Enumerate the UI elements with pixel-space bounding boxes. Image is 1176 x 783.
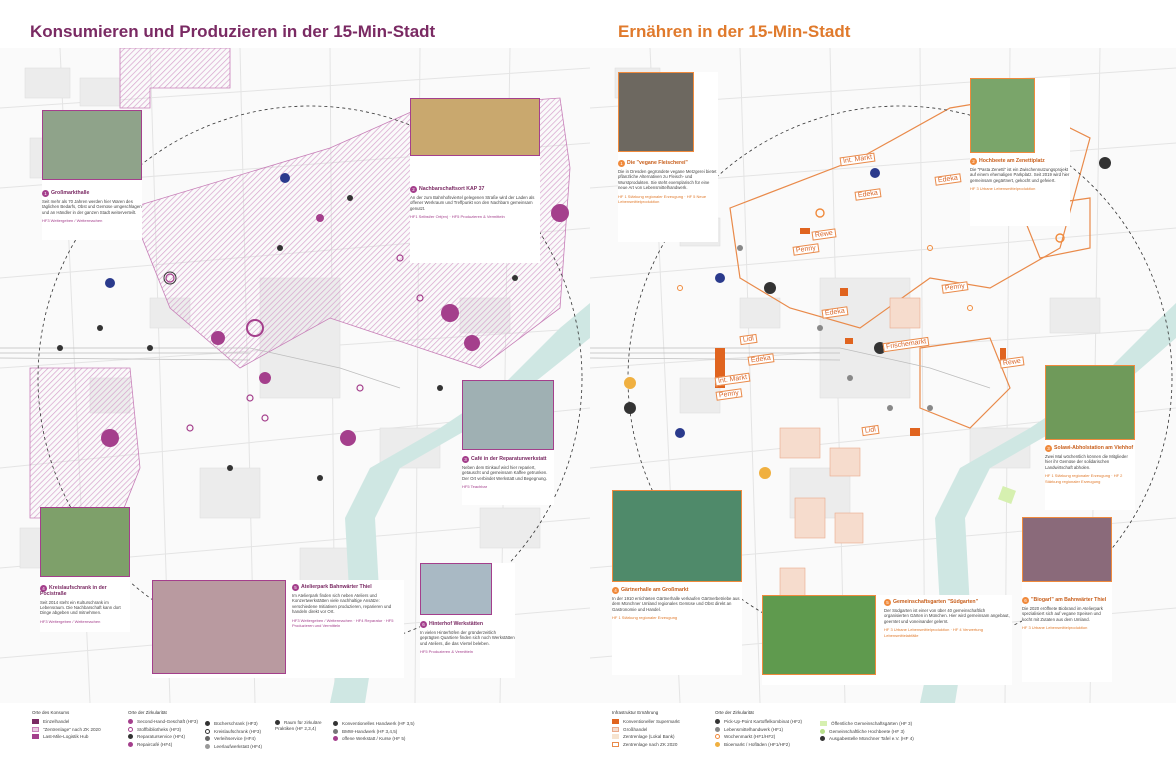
legend-label: Einzelhandel bbox=[43, 719, 70, 724]
card-number: 4 bbox=[40, 585, 47, 592]
card-photo bbox=[970, 78, 1035, 153]
legend-circularity bbox=[128, 710, 198, 748]
card-number: 2 bbox=[970, 158, 977, 165]
store-label: Int. Markt bbox=[840, 153, 876, 167]
community-garden-icon bbox=[820, 721, 827, 726]
card-number: 2 bbox=[410, 186, 417, 193]
card-1[interactable] bbox=[618, 72, 718, 242]
legend-label: Raum für zirkuläre Praktiken (HF 2,3,4) bbox=[275, 720, 322, 731]
legend-food-gardens bbox=[820, 720, 914, 743]
store-label: Edeka bbox=[854, 188, 881, 201]
card-photo bbox=[420, 563, 492, 615]
card-4[interactable] bbox=[612, 490, 742, 675]
card-photo bbox=[1045, 365, 1135, 440]
legend-circular-space bbox=[275, 720, 330, 731]
card-hint: HF 3 Urbane Lebensmittelproduktion · HF 4 Verwertung Lebensmittelabfälle bbox=[884, 627, 983, 638]
store-label: Penny bbox=[792, 243, 819, 256]
legend-label: Großhandel bbox=[623, 726, 648, 732]
card-photo bbox=[762, 595, 876, 675]
legend-label: offene Werkstatt / Kurse (HF 5) bbox=[342, 736, 406, 741]
pickup-point-icon bbox=[715, 719, 720, 724]
legend-label: BMW-Handwerk (HF 3,4,5) bbox=[342, 728, 398, 734]
card-3[interactable] bbox=[1045, 365, 1135, 510]
card-title: Gemeinschaftsgarten "Südgarten" bbox=[893, 598, 979, 605]
legend-label: Zentrenlage (Lokal Bank) bbox=[623, 734, 675, 739]
card-number: 6 bbox=[1022, 597, 1029, 604]
wholesale-icon bbox=[612, 727, 619, 732]
store-label: Edeka bbox=[934, 173, 961, 186]
legend-label: Leerlaufwerkstatt (HF4) bbox=[214, 743, 262, 749]
card-desc: In vielen Hinterhöfen der gründerzeitlich geprägten Quartiere finden sich noch Werkstätten und Ateliers, die das Viertel beleben. bbox=[420, 630, 515, 646]
legend-food-circularity bbox=[715, 710, 802, 748]
card-title: Café in der Reparaturwerkstatt bbox=[471, 455, 547, 462]
card-hint: HF 1 Stärkung regionaler Erzeugung bbox=[612, 615, 678, 621]
store-label: Edeka bbox=[747, 353, 774, 366]
legend-label: Bioemarkt / Hofläden (HF1/HF2) bbox=[724, 741, 790, 747]
card-hint: HF1 Selbst/er Ort(en) · HF5 Produzieren & Vermitteln bbox=[410, 214, 505, 220]
card-number: 5 bbox=[884, 599, 891, 606]
legend-label: Reparaturservice (HF4) bbox=[137, 734, 185, 739]
weekly-market-icon bbox=[715, 734, 720, 739]
card-number: 1 bbox=[618, 160, 625, 167]
card-photo bbox=[618, 72, 694, 152]
rental-icon bbox=[205, 736, 210, 741]
legend-label: Ausgabestelle Münchner Tafel e.V. (HF 4) bbox=[829, 736, 914, 741]
legend-circularity-2 bbox=[205, 720, 262, 750]
card-number: 1 bbox=[42, 190, 49, 197]
store-label: Lidl bbox=[739, 334, 757, 345]
legend-label: Last-Mile-Logistik Hub bbox=[43, 734, 89, 739]
legend-craft bbox=[333, 720, 415, 743]
card-photo bbox=[462, 380, 554, 450]
card-title: Hinterhof Werkstätten bbox=[429, 620, 484, 627]
card-hint: HF3 Weitergeben / Weitermachen bbox=[40, 618, 101, 624]
card-desc: Die in Dresden gegründete vegane Metzgerei bietet pflanzliche Alternativen zu Fleisch- und Wurstprodukten. Sie steht exemplarisch für eine neue Art von Lebensmittelhandwerk. bbox=[618, 169, 717, 191]
legend-label: Bücherschrank (HF3) bbox=[214, 721, 258, 726]
card-hint: HF 1 Stärkung regionaler Erzeugung · HF 5 Neue Lebensmittelproduktion bbox=[618, 193, 707, 205]
bookshelf-icon bbox=[205, 721, 210, 726]
bmw-craft-icon bbox=[333, 729, 338, 734]
legend-label: Konventionelles Handwerk (HF 3,5) bbox=[342, 721, 415, 726]
legend-label: Repaircafé (HF4) bbox=[137, 741, 173, 747]
card-number: 5 bbox=[292, 584, 299, 591]
hub-icon bbox=[32, 734, 39, 739]
card-title: Die "vegane Fleischerei" bbox=[627, 159, 688, 166]
legend-heading: Orte der Zirkularität bbox=[128, 710, 167, 715]
organic-market-icon bbox=[715, 742, 720, 747]
legend-consumption bbox=[32, 710, 101, 741]
card-desc: In der 1910 errichteten Gärtnerhalle verkaufen Gärtnerbetriebe aus dem Münchner Umland regionales Gemüse und Obst direkt an Gastronomie und Handel. bbox=[612, 596, 740, 612]
swatch-icon bbox=[32, 727, 39, 732]
card-desc: Der Südgarten ist einer von über 40 gemeinschaftlich organisierten Gärten in München. Hier wird gemeinsam angebaut, geerntet und voneinander gelernt. bbox=[884, 608, 1010, 624]
supermarket-icon bbox=[612, 719, 619, 724]
card-desc: Seit mehr als 70 Jahren werden hier Waren des täglichen Bedarfs, Obst und Gemüse umgeschlagen und an Händler in der ganzen Stadt weiterverteilt. bbox=[42, 199, 142, 215]
card-desc: An der zum Bahnhofsviertel gelegenen Straße wird der Laden als offener Werkraum und Treffpunkt von den Nachbarn gemeinsam genutzt. bbox=[410, 195, 535, 211]
card-title: Großmarkthalle bbox=[51, 189, 90, 196]
card-title: Solawi-Abholstation am Viehhof bbox=[1054, 444, 1134, 451]
open-workshop-icon bbox=[333, 736, 338, 741]
legend-label: Second-Hand-Geschäft (HF3) bbox=[137, 719, 199, 724]
card-desc: Zwei Mal wöchentlich können die Mitglieder hier ihr Gemüse der solidarischen Landwirtschaft abholen. bbox=[1045, 454, 1128, 470]
store-label: Lidl bbox=[861, 425, 879, 436]
panel-ernaehren bbox=[590, 0, 1176, 783]
legend-heading: Infrastruktur Ernährung bbox=[612, 710, 659, 715]
card-6[interactable] bbox=[1022, 517, 1112, 682]
legend-heading: Orte des Konsums bbox=[32, 710, 70, 715]
store-label: Int. Markt bbox=[715, 373, 751, 387]
card-title: Atelierpark Bahnwärter Thiel bbox=[301, 583, 372, 590]
store-label: Penny bbox=[941, 281, 968, 294]
second-hand-icon bbox=[128, 719, 133, 724]
card-photo bbox=[410, 98, 540, 156]
card-desc: Seit 2014 steht ein Kulturschrank im Lebensraum. Die Nachbarschaft kann dort Dinge abgeben und mitnehmen. bbox=[40, 599, 121, 616]
raised-bed-icon bbox=[820, 729, 825, 734]
card-hint: HF3 Weitergeben / Weitermachen · HF4 Reparatur · HF5 Produzieren und Vermitteln bbox=[292, 617, 394, 629]
card-hint: HF3 Weitergeben / Weitermachen bbox=[42, 218, 103, 224]
circular-cabinet-icon bbox=[205, 729, 210, 734]
store-label: Rewe bbox=[999, 356, 1024, 368]
card-desc: Im Atelierpark finden sich neben Ateliers und Konzertwerkstätten viele nachhaltige Ansätze: verschiedene Initiativen produzieren, reparieren und handeln direkt vor Ort. bbox=[292, 593, 392, 615]
legend-label: Stoffbibliotheks (HF3) bbox=[137, 726, 182, 732]
card-title: Nachbarschaftsort KAP 37 bbox=[419, 185, 485, 192]
legend-label: Konventioneller Supermarkt bbox=[623, 719, 680, 724]
card-number: 6 bbox=[420, 621, 427, 628]
store-label: Penny bbox=[715, 388, 742, 401]
store-label: Edeka bbox=[821, 306, 848, 319]
store-label: Frischemarkt bbox=[883, 337, 930, 352]
card-hint: HF 3 Urbane Lebensmittelproduktion bbox=[970, 186, 1036, 192]
card-5[interactable] bbox=[152, 580, 404, 678]
card-6[interactable] bbox=[420, 563, 515, 678]
card-hint: HF 3 Urbane Lebensmittelproduktion bbox=[1022, 625, 1088, 631]
craft-icon bbox=[333, 721, 338, 726]
card-photo bbox=[1022, 517, 1112, 582]
food-craft-icon bbox=[715, 727, 720, 732]
legend-heading: Orte der Zirkularität bbox=[715, 710, 754, 715]
repair-service-icon bbox=[128, 734, 133, 739]
card-desc: Die 2020 eröffnete Biobrand im Atelierpark spezialisiert sich auf vegane Speisen und kocht mit Zutaten aus dem Umland. bbox=[1022, 606, 1103, 622]
card-photo bbox=[42, 110, 142, 180]
card-number: 3 bbox=[462, 456, 469, 463]
card-hint: HF5 Produzieren & Vermitteln bbox=[420, 649, 473, 655]
legend-label: Gemeinschaftliche Hochbeete (HF 3) bbox=[829, 728, 905, 734]
card-1[interactable] bbox=[42, 110, 142, 240]
card-desc: Neben dem Einkauf wird hier repariert, getauscht und gemeinsam Kaffee getrunken. Der Ort verbindet Werkstatt und Begegnung. bbox=[462, 465, 548, 481]
card-number: 4 bbox=[612, 587, 619, 594]
legend-label: Kreislaufschrank (HF3) bbox=[214, 728, 261, 734]
legend-label: Wochenmarkt (HF1/HF2) bbox=[724, 734, 776, 739]
card-photo bbox=[152, 580, 286, 674]
card-number: 3 bbox=[1045, 445, 1052, 452]
food-bank-icon bbox=[820, 736, 825, 741]
swatch-icon bbox=[32, 719, 39, 724]
card-title: Kreislaufschrank in der Pocistraße bbox=[40, 584, 107, 598]
legend-label: Pick-Up-Point Kartoffelkombinat (HF2) bbox=[724, 719, 803, 724]
card-title: "Biogarl" am Bahnwärter Thiel bbox=[1031, 596, 1107, 603]
legend-label: Verleihservice (HF4) bbox=[214, 736, 256, 741]
card-photo bbox=[40, 507, 130, 577]
store-label: Rewe bbox=[811, 228, 836, 240]
legend bbox=[0, 707, 1176, 783]
card-5[interactable] bbox=[762, 595, 1012, 685]
card-4[interactable] bbox=[40, 507, 130, 632]
card-2[interactable] bbox=[410, 98, 540, 263]
legend-label: "Zentrenlage" nach ZK 2020 bbox=[43, 726, 101, 732]
card-hint: HF 1 Stärkung regionaler Erzeugung · HF 2 Stärkung regionaler Erzeugung bbox=[1045, 473, 1123, 484]
workshop-icon bbox=[205, 744, 210, 749]
zentrenlage-icon bbox=[612, 742, 619, 747]
panel-title: Ernähren in der 15-Min-Stadt bbox=[618, 22, 851, 41]
legend-food-infra bbox=[612, 710, 680, 748]
card-desc: Die "Pasta Zenetti" ist ein Zwischennutzungsprojekt auf einem ehemaligen Parkplatz. Seit 2019 wird hier gemeinsam gegärtnert, gekocht und gefeiert. bbox=[970, 167, 1070, 183]
card-title: Hochbeete am Zenettiplatz bbox=[979, 157, 1045, 164]
repaircafe-icon bbox=[128, 742, 133, 747]
zentrenlage-local-icon bbox=[612, 734, 619, 739]
panel-title: Konsumieren und Produzieren in der 15-Min-Stadt bbox=[30, 22, 436, 41]
legend-label: Zentrenlage nach ZK 2020 bbox=[623, 741, 678, 747]
legend-label: Öffentliche Gemeinschaftsgärten (HF 3) bbox=[831, 721, 913, 726]
legend-label: Lebensmittelhandwerk (HF1) bbox=[724, 726, 783, 732]
card-photo bbox=[612, 490, 742, 582]
card-3[interactable] bbox=[462, 380, 554, 505]
card-title: Gärtnerhalle am Großmarkt bbox=[621, 586, 689, 593]
fabric-library-icon bbox=[128, 727, 133, 732]
card-2[interactable] bbox=[970, 78, 1070, 226]
card-hint: HF5 Teachbar bbox=[462, 484, 488, 490]
